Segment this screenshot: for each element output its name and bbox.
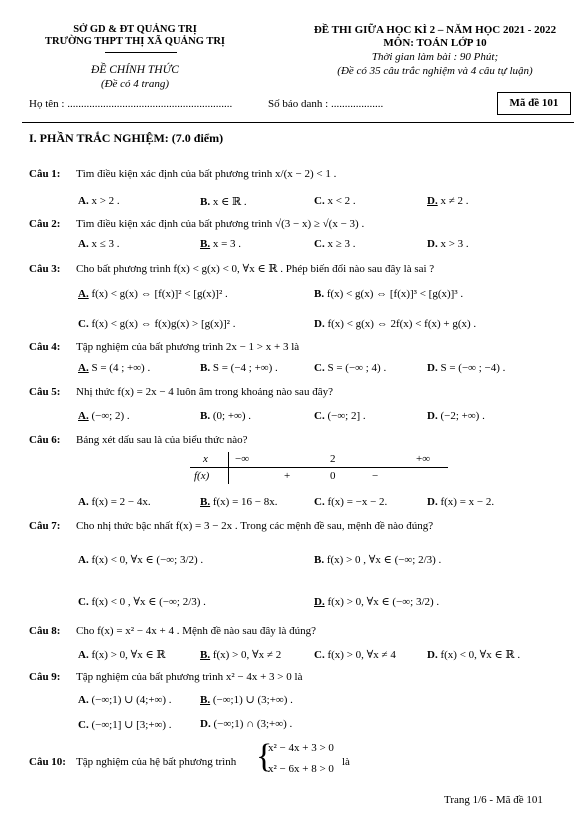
- question-text: Cho bất phương trình f(x) < g(x) < 0, ∀x ∈ ℝ . Phép biến đổi nào sau đây là sai ?: [76, 263, 435, 275]
- option-c[interactable]: C. f(x) < 0 , ∀x ∈ (−∞; 2/3) .: [78, 596, 206, 608]
- question-9: [29, 671, 302, 683]
- option-a[interactable]: A. x > 2 .: [78, 195, 120, 207]
- option-a[interactable]: A. f(x) < 0, ∀x ∈ (−∞; 3/2) .: [78, 554, 204, 566]
- option-c[interactable]: C. x ≥ 3 .: [314, 238, 356, 250]
- system-inequality-2: x² − 6x + 8 > 0: [268, 763, 334, 775]
- subject: MÔN: TOÁN LỚP 10: [383, 37, 487, 49]
- option-b[interactable]: B. f(x) = 16 − 8x.: [200, 496, 278, 508]
- question-tail: là: [342, 756, 350, 768]
- table-pos-infinity: +∞: [416, 453, 431, 465]
- option-b[interactable]: B. x ∈ ℝ .: [200, 196, 247, 208]
- table-sign-plus: +: [284, 470, 291, 482]
- option-a[interactable]: A. (−∞; 2) .: [78, 410, 130, 422]
- name-field[interactable]: Họ tên : ............................................................: [29, 98, 233, 110]
- question-10: [29, 756, 236, 768]
- system-inequality-1: x² − 4x + 3 > 0: [268, 742, 334, 754]
- question-label: Câu 2:: [29, 218, 61, 230]
- table-root: 2: [330, 453, 336, 465]
- option-c[interactable]: C. f(x) < g(x) ⇔ f(x)g(x) > [g(x)]² .: [78, 318, 236, 330]
- question-label: Câu 7:: [29, 520, 61, 532]
- option-b[interactable]: B. x = 3 .: [200, 238, 242, 250]
- department-name: SỞ GD & ĐT QUẢNG TRỊ: [73, 24, 197, 35]
- question-label: Câu 3:: [29, 263, 61, 275]
- option-b[interactable]: B. f(x) > 0 , ∀x ∈ (−∞; 2/3) .: [314, 554, 442, 566]
- exam-title: ĐỀ THI GIỮA HỌC KÌ 2 – NĂM HỌC 2021 - 2022: [313, 24, 557, 36]
- question-text: Tập nghiệm của bất phương trình x² − 4x + 3 > 0 là: [76, 671, 303, 683]
- question-2: [29, 218, 364, 230]
- option-c[interactable]: C. f(x) > 0, ∀x ≠ 4: [314, 649, 396, 661]
- option-c[interactable]: C. (−∞; 2] .: [314, 410, 366, 422]
- exam-code-box: Mã đề 101: [497, 92, 571, 115]
- question-8: [29, 625, 316, 637]
- question-4: [29, 341, 299, 353]
- school-name: TRƯỜNG THPT THỊ XÃ QUẢNG TRỊ: [45, 36, 225, 47]
- question-text: Tập nghiệm của hệ bất phương trình: [76, 756, 237, 768]
- option-b[interactable]: B. (−∞;1) ∪ (3;+∞) .: [200, 694, 293, 706]
- option-b[interactable]: B. (0; +∞) .: [200, 410, 252, 422]
- question-label: Câu 10:: [29, 756, 66, 768]
- question-text: Tìm điều kiện xác định của bất phương trình x/(x − 2) < 1 .: [76, 168, 337, 180]
- question-6: [29, 434, 248, 446]
- option-b[interactable]: B. f(x) > 0, ∀x ≠ 2: [200, 649, 282, 661]
- exam-time: Thời gian làm bài : 90 Phút;: [371, 51, 499, 63]
- table-zero: 0: [330, 470, 336, 482]
- option-d[interactable]: D. f(x) > 0, ∀x ∈ (−∞; 3/2) .: [314, 596, 440, 608]
- option-d[interactable]: D. (−∞;1) ∩ (3;+∞) .: [200, 718, 293, 730]
- question-text: Cho nhị thức bậc nhất f(x) = 3 − 2x . Trong các mệnh đề sau, mệnh đề nào đúng?: [76, 520, 434, 532]
- section-divider: [22, 122, 574, 123]
- option-d[interactable]: D. f(x) = x − 2.: [427, 496, 495, 508]
- option-a[interactable]: A. f(x) > 0, ∀x ∈ ℝ: [78, 649, 166, 661]
- question-1: [29, 168, 336, 180]
- option-d[interactable]: D. (−2; +∞) .: [427, 410, 485, 422]
- table-neg-infinity: −∞: [235, 453, 250, 465]
- option-d[interactable]: D. f(x) < g(x) ⇔ 2f(x) < f(x) + g(x) .: [314, 318, 477, 330]
- option-c[interactable]: C. S = (−∞ ; 4) .: [314, 362, 387, 374]
- option-a[interactable]: A. x ≤ 3 .: [78, 238, 120, 250]
- question-label: Câu 8:: [29, 625, 61, 637]
- question-label: Câu 6:: [29, 434, 61, 446]
- option-b[interactable]: B. f(x) < g(x) ⇔ [f(x)]³ < [g(x)]³ .: [314, 288, 464, 300]
- option-d[interactable]: D. x ≠ 2 .: [427, 195, 469, 207]
- question-5: [29, 386, 333, 398]
- page-count: (Đề có 4 trang): [100, 78, 170, 90]
- question-text: Tìm điều kiện xác định của bất phương trình √(3 − x) ≥ √(x − 3) .: [76, 218, 365, 230]
- question-text: Tập nghiệm của bất phương trình 2x − 1 > x + 3 là: [76, 341, 300, 353]
- exam-note: (Đề có 35 câu trắc nghiệm và 4 câu tự luận): [337, 65, 533, 77]
- question-text: Nhị thức f(x) = 2x − 4 luôn âm trong khoảng nào sau đây?: [76, 386, 333, 398]
- system-brace: {: [256, 738, 273, 775]
- question-label: Câu 4:: [29, 341, 61, 353]
- table-column-divider: [228, 452, 229, 484]
- option-a[interactable]: A. S = (4 ; +∞) .: [78, 362, 151, 374]
- question-text: Cho f(x) = x² − 4x + 4 . Mệnh đề nào sau đây là đúng?: [76, 625, 317, 637]
- option-b[interactable]: B. S = (−4 ; +∞) .: [200, 362, 278, 374]
- question-label: Câu 5:: [29, 386, 61, 398]
- student-id-field[interactable]: Số báo danh : ...................: [268, 98, 384, 110]
- option-a[interactable]: A. f(x) = 2 − 4x.: [78, 496, 151, 508]
- option-d[interactable]: D. f(x) < 0, ∀x ∈ ℝ .: [427, 649, 521, 661]
- option-c[interactable]: C. f(x) = −x − 2.: [314, 496, 388, 508]
- option-d[interactable]: D. S = (−∞ ; −4) .: [427, 362, 506, 374]
- question-text: Bảng xét dấu sau là của biểu thức nào?: [76, 434, 248, 446]
- option-c[interactable]: C. (−∞;1] ∪ [3;+∞) .: [78, 719, 172, 731]
- table-sign-minus: −: [372, 470, 379, 482]
- section-title: I. PHẦN TRẮC NGHIỆM: (7.0 điểm): [29, 131, 224, 145]
- question-label: Câu 1:: [29, 168, 61, 180]
- question-3: [29, 262, 434, 275]
- option-a[interactable]: A. (−∞;1) ∪ (4;+∞) .: [78, 694, 172, 706]
- question-7: [29, 520, 433, 532]
- official-label: ĐỀ CHÍNH THỨC: [91, 64, 179, 76]
- option-c[interactable]: C. x < 2 .: [314, 195, 356, 207]
- question-label: Câu 9:: [29, 671, 61, 683]
- table-header-x: x: [203, 453, 208, 465]
- option-a[interactable]: A. f(x) < g(x) ⇔ [f(x)]² < [g(x)]² .: [78, 288, 228, 300]
- header-divider: [105, 52, 177, 53]
- page-footer: Trang 1/6 - Mã đề 101: [444, 794, 543, 806]
- table-header-fx: f(x): [194, 470, 210, 482]
- option-d[interactable]: D. x > 3 .: [427, 238, 469, 250]
